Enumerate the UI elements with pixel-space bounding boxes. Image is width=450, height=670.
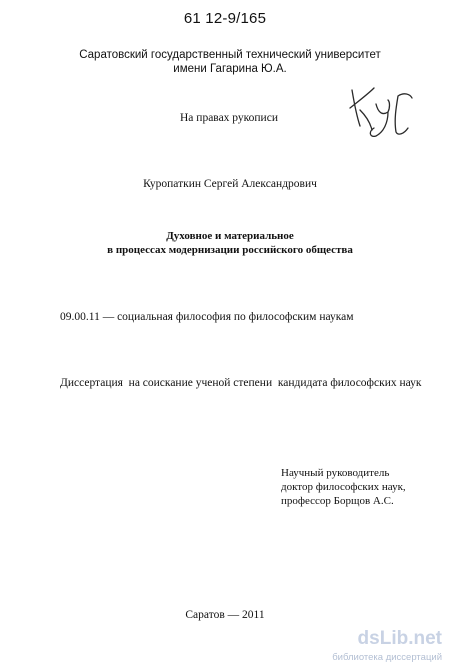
supervisor-line-1: Научный руководитель: [281, 467, 390, 479]
institution-line-1: Саратовский государственный технический университет: [79, 49, 381, 61]
watermark-logo: dsLib.net: [357, 628, 442, 649]
watermark-subtitle: библиотека диссертаций: [332, 652, 442, 663]
author-name: Куропаткин Сергей Александрович: [143, 178, 317, 190]
supervisor-line-3: профессор Борщов А.С.: [281, 495, 394, 507]
degree-statement: Диссертация на соискание ученой степени кандидата философских наук: [60, 377, 422, 389]
institution-block: [10, 48, 450, 76]
title-line-2: в процессах модернизации российского общества: [107, 244, 353, 256]
specialty-code: 09.00.11 — социальная философия по философским наукам: [60, 311, 354, 323]
supervisor-line-2: доктор философских наук,: [281, 481, 406, 493]
title-line-1: Духовное и материальное: [166, 230, 294, 242]
institution-line-2: имени Гагарина Ю.А.: [173, 63, 287, 75]
watermark: [324, 626, 442, 666]
manuscript-note: На правах рукописи: [180, 112, 278, 124]
supervisor-block: [281, 466, 406, 508]
place-year: Саратов — 2011: [185, 609, 265, 621]
dissertation-title: [10, 229, 450, 257]
catalog-number: 61 12-9/165: [183, 10, 267, 27]
handwritten-signature-icon: [338, 82, 418, 140]
